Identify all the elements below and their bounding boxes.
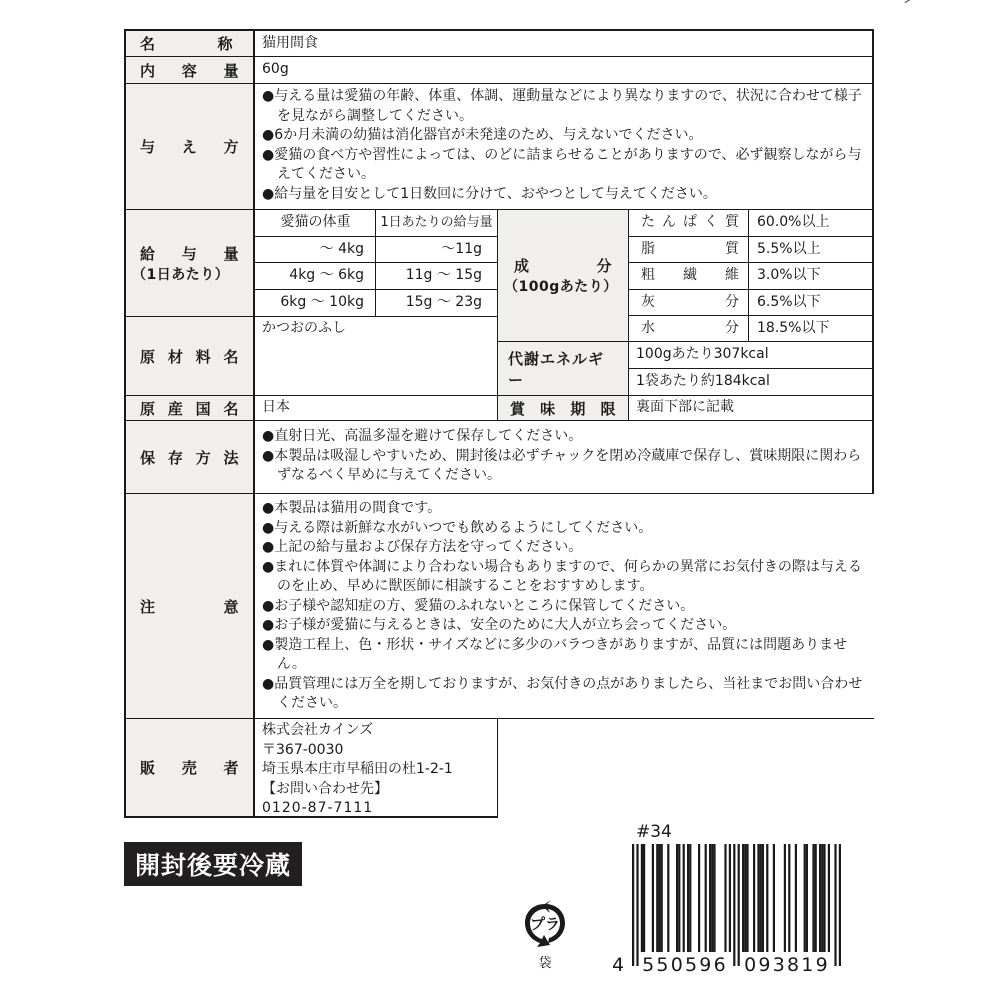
barcode-bar [658, 844, 660, 952]
barcode-digits-left: 550596 [642, 954, 728, 976]
barcode-bar [834, 844, 836, 966]
barcode-bar [713, 844, 715, 952]
barcode-bar [742, 844, 744, 952]
recycle-mark [520, 900, 570, 972]
seller-postal: 〒367-0030 [262, 741, 344, 758]
barcode-bar [641, 844, 643, 952]
label-composition: 成 分 （100gあたり） [498, 210, 628, 341]
feeding-method-list [262, 87, 866, 207]
composition-moisture: 水 分 [641, 319, 739, 336]
list-item: ●本製品は吸湿しやすいため、開封後は必ずチャックを閉め冷蔵庫で保存し、賞味期限に関わらずなるべく早めに与えてください。 [262, 447, 862, 483]
composition-protein: た ん ぱ く 質 [641, 214, 739, 231]
barcode-bar [632, 844, 634, 966]
label-divider [253, 29, 255, 818]
barcode-bar [733, 844, 735, 966]
value-origin: 日本 [262, 399, 290, 416]
list-item: ●給与量を目安として1日数回に分けて、おやつとして与えてください。 [262, 185, 717, 202]
barcode-bar [744, 844, 746, 952]
list-item: ●上記の給与量および保存方法を守ってください。 [262, 539, 583, 555]
list-item: ●まれに体質や体調により合わない場合もありますので、何らかの異常にお気付きの際は与えるのを止め、早めに獣医師に相談することをおすすめします。 [262, 558, 862, 594]
barcode-bar [766, 844, 768, 952]
seller-company: 株式会社カインズ [262, 722, 374, 738]
grid-line [628, 395, 629, 421]
composition-fat: 脂 質 [641, 240, 739, 257]
barcode-digit-first: 4 [612, 954, 625, 976]
label-content: 内 容 量 [126, 57, 253, 83]
composition-protein-value: 60.0%以上 [757, 214, 830, 231]
barcode-label: #34 [636, 822, 672, 842]
list-item: ●お子様や認知症の方、愛猫のふれないところに保管してください。 [262, 597, 695, 614]
seller-address: 埼玉県本庄市早稲田の杜1-2-1 [262, 761, 453, 777]
barcode-bar [656, 844, 658, 952]
recycle-mark-text: プラ [529, 915, 560, 933]
label-best-before: 賞 味 期 限 [498, 396, 628, 420]
seller-info [262, 721, 494, 815]
barcode-bar [643, 844, 645, 952]
barcode-bar [661, 844, 663, 952]
barcode-bar [815, 844, 817, 952]
list-item: ●直射日光、高温多湿を避けて保存してください。 [262, 428, 583, 444]
barcode-bar [788, 844, 790, 952]
barcode-bar [819, 844, 821, 952]
composition-ash: 灰 分 [641, 293, 739, 310]
energy-per-bag: 1袋あたり約184kcal [636, 373, 770, 390]
col-header-amount: 1日あたりの給与量 [380, 215, 493, 231]
barcode-bar [636, 844, 638, 966]
barcode-bar [724, 844, 726, 952]
list-item: ●与える際は新鮮な水がいつでも飲めるようにしてください。 [262, 519, 653, 536]
label-seller: 販 売 者 [126, 719, 253, 816]
seller-phone: 0120-87-7111 [262, 800, 374, 815]
table-border-bottom [124, 816, 498, 818]
value-name: 猫用間食 [262, 34, 318, 51]
grid-line [497, 718, 498, 817]
composition-moisture-value: 18.5%以下 [757, 319, 830, 336]
barcode-bar [821, 844, 823, 952]
barcode-digits-right: 093819 [744, 954, 830, 976]
label-origin: 原 産 国 名 [126, 396, 253, 420]
composition-fiber-value: 3.0%以下 [757, 267, 821, 284]
barcode-bar [773, 844, 775, 952]
barcode-bar [823, 844, 825, 952]
label-energy: 代謝エネルギー [498, 342, 628, 395]
label-feeding-amount: 給 与 量 （1日あたり） [126, 210, 253, 316]
value-best-before: 裏面下部に記載 [636, 399, 734, 416]
list-item: ●6か月未満の幼猫は消化器官が未発達のため、与えないでください。 [262, 127, 703, 143]
barcode-bar [762, 844, 764, 952]
energy-per-100g: 100gあたり307kcal [636, 346, 769, 363]
label-feeding-method: 与 え 方 [126, 84, 253, 209]
barcode-bar [709, 844, 711, 952]
barcode-bar [689, 844, 691, 952]
barcode-bar [667, 844, 669, 952]
barcode-bar [683, 844, 685, 952]
label-name: 名 称 [126, 31, 253, 56]
barcode-bar [676, 844, 678, 952]
table-row-amount: ～11g [441, 240, 482, 257]
value-content: 60g [262, 61, 289, 78]
seller-contact-label: 【お問い合わせ先】 [262, 780, 388, 797]
barcode-bar [729, 844, 731, 952]
barcode-bar [839, 844, 841, 966]
barcode-bar [804, 844, 806, 952]
barcode-bar [687, 844, 689, 952]
list-item: ●本製品は猫用の間食です。 [262, 500, 442, 516]
list-item: ●愛猫の食べ方や習性によっては、のどに詰まらせることがありますので、必ず観察しながら与えてください。 [262, 146, 862, 182]
grid-line [748, 209, 749, 341]
table-row-weight: ～ 4kg [319, 240, 364, 257]
list-item: ●与える量は愛猫の年齢、体重、体調、運動量などにより異なりますので、状況に合わせて様子を見ながら調整してください。 [262, 88, 862, 124]
barcode-bar [812, 844, 814, 952]
barcode-bar [806, 844, 808, 952]
barcode-bar [795, 844, 797, 952]
caution-list [262, 499, 866, 717]
table-row-amount: 15g ～ 23g [405, 294, 482, 311]
barcode-bar [678, 844, 680, 952]
composition-ash-value: 6.5%以下 [757, 293, 821, 310]
storage-list [262, 427, 866, 491]
barcode-bar [698, 844, 700, 952]
barcode-bar [828, 844, 830, 952]
barcode-bar [746, 844, 748, 952]
table-row-weight: 6kg ～ 10kg [280, 294, 364, 311]
barcode-bar [652, 844, 654, 952]
col-header-weight: 愛猫の体重 [280, 214, 351, 231]
label-ingredients: 原 材 料 名 [126, 317, 253, 395]
barcode-bar [711, 844, 713, 952]
barcode-bar [753, 844, 755, 952]
composition-fiber: 粗 繊 維 [641, 267, 739, 284]
recycle-caption: 袋 [538, 956, 552, 971]
barcode [612, 844, 846, 976]
composition-fat-value: 5.5%以上 [757, 240, 821, 257]
label-storage: 保 存 方 法 [126, 421, 253, 493]
corner-mark [905, 0, 914, 6]
label-caution: 注 意 [126, 494, 253, 718]
table-row-weight: 4kg ～ 6kg [289, 267, 364, 284]
list-item: ●お子様が愛猫に与えるときは、安全のために大人が立ち会ってください。 [262, 617, 737, 633]
refrigerate-badge: 開封後要冷蔵 [124, 842, 302, 886]
list-item: ●製造工程上、色・形状・サイズなどに多少のバラつきがありますが、品質には問題ありません。 [262, 636, 848, 672]
barcode-bar [784, 844, 786, 952]
list-item: ●品質管理には万全を期しておりますが、お気付きの点がありましたら、当社までお問い合わせください。 [262, 675, 863, 711]
barcode-bar [760, 844, 762, 952]
value-ingredients: かつおのふし [262, 320, 346, 336]
barcode-bar [757, 844, 759, 952]
barcode-bar [705, 844, 707, 952]
barcode-bar [738, 844, 740, 966]
table-row-amount: 11g ～ 15g [405, 267, 482, 284]
